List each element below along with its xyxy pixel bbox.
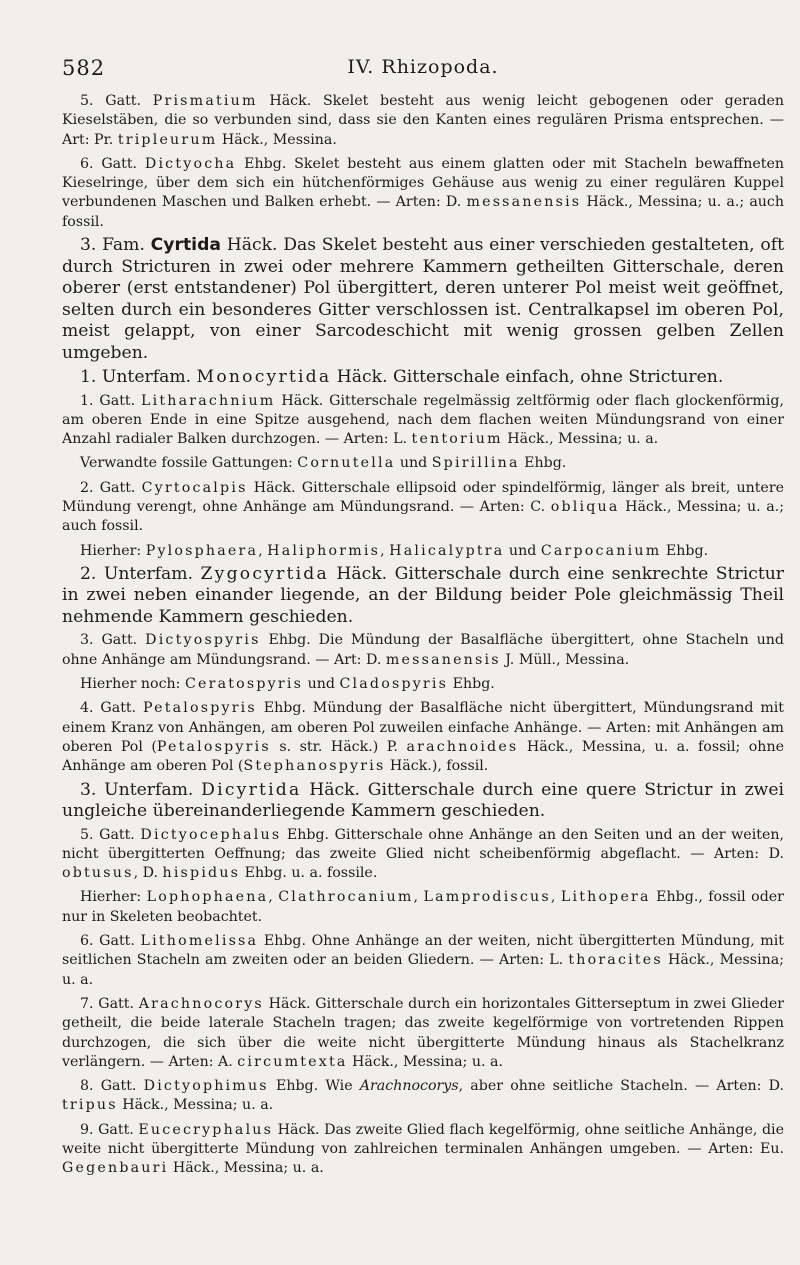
text-run: Ehbg., fossil oder nur in Skeleten beobachtet. [62, 889, 784, 925]
taxon-name: Ceratospyris [184, 676, 304, 693]
text-run: , aber ohne seitliche Stacheln. — Arten: D. [458, 1078, 784, 1095]
text-run: Ehbg. [661, 542, 709, 559]
paragraph [62, 631, 784, 670]
taxon-name: messanensis [466, 194, 582, 211]
text-run: und [303, 676, 340, 693]
text-run: Hierher: [80, 889, 147, 906]
taxon-name: Gegenbauri [62, 1160, 169, 1177]
paragraph [62, 675, 784, 694]
text-run: Hierher noch: [80, 676, 185, 693]
text-run: und [504, 542, 541, 559]
paragraph [62, 888, 784, 927]
paragraph [62, 699, 784, 776]
body-text [62, 92, 784, 1179]
taxon-name: Lamprodiscus [423, 889, 551, 906]
text-run: Ehbg. Die Mündung der Basalfläche übergittert, ohne Stacheln und ohne Anhänge am Mündungsrand. — Art: D. [62, 632, 784, 668]
text-run: Häck., Messina; u. a.; auch fossil. [62, 499, 784, 535]
text-run: Häck. Gitterschale regelmässig zeltförmig oder flach glockenförmig, am oberen Ende in eine Spitze ausgehend, nach dem flachen weiten Mündungsrand von einer Anzahl radialer Balken durchzogen. — Arten: L. [62, 392, 784, 448]
text-run: Häck., Messina; u. a. [347, 1053, 503, 1070]
text-run: Ehbg. Gitterschale ohne Anhänge an den Seiten und an der weiten, nicht übergitterten Oeffnung; das zweite Glied nicht scheibenförmig abgeflacht. — Arten: D. [62, 826, 784, 862]
text-run: Häck. Gitterschale ellipsoid oder spindelförmig, länger als breit, untere Mündung verengt, ohne Anhänge am Mündungsrand. — Arten: C. [62, 479, 785, 516]
paragraph [62, 1121, 784, 1179]
text-run: Häck.), fossil. [385, 758, 489, 775]
text-run: Häck., Messina; u. a. [168, 1160, 324, 1177]
text-run: Häck. Gitterschale durch eine senkrechte Strictur in zwei neben einander liegende, an der Bildung beider Pole gleichmässig Theil nehmende Kammern geschieden. [62, 563, 785, 627]
taxon-name: Cladospyris [339, 676, 449, 693]
taxon-name: Dictyophimus [143, 1078, 269, 1095]
text-run: 9. Gatt. [80, 1121, 139, 1138]
taxon-name: Clathrocanium [278, 889, 414, 906]
text-run: Ehbg. [448, 676, 495, 693]
text-run: 3. Unterfam. [80, 779, 202, 800]
text-run: , [550, 889, 561, 906]
text-run: und [395, 455, 432, 472]
taxon-name: Spirillina [431, 455, 520, 472]
text-run: Verwandte fossile Gattungen: [80, 455, 298, 472]
taxon-name: tripleurum [117, 131, 218, 148]
taxon-name: tentorium [411, 431, 503, 448]
taxon-name: Halicalyptra [389, 542, 505, 559]
paragraph [62, 367, 784, 389]
book-page [62, 56, 784, 1179]
paragraph [62, 479, 784, 537]
taxon-name: Dictyospyris [145, 632, 261, 649]
paragraph [62, 995, 784, 1072]
text-run: Häck., Messina. [217, 131, 337, 148]
text-run: Hierher: [80, 542, 146, 559]
paragraph [62, 392, 784, 450]
text-run: 7. Gatt. [80, 995, 139, 1012]
text-run: Häck., Messina, u. a. fossil; ohne Anhänge am oberen Pol ( [62, 738, 784, 775]
taxon-name: Stephanospyris [243, 758, 386, 775]
text-run: Häck., Messina; u. a. [62, 952, 784, 988]
taxon-name: tripus [62, 1097, 118, 1114]
taxon-name: Litharachnium [141, 392, 276, 409]
paragraph [62, 564, 784, 629]
text-run: Ehbg. u. a. fossile. [240, 865, 378, 882]
text-run: 5. Gatt. [80, 93, 153, 109]
text-run: , [268, 889, 279, 906]
text-run: Häck. Skelet besteht aus wenig leicht gebogenen oder geraden Kieselstäben, die so verbunden sind, dass sie den Kanten eines regulären Prisma entsprechen. — Art: Pr. [62, 93, 784, 148]
taxon-name: obtusus [62, 865, 134, 882]
text-run: 6. Gatt. [80, 933, 141, 950]
taxon-name: Prismatium [152, 93, 258, 109]
text-run: 4. Gatt. [80, 700, 143, 717]
taxon-name: thoracites [568, 952, 663, 969]
text-run: Häck., Messina; u. a. [117, 1097, 274, 1114]
text-run: J. Müll., Messina. [500, 651, 630, 668]
text-run: s. str. Häck.) P. [270, 738, 407, 755]
text-run: 3. Gatt. [80, 632, 146, 649]
text-run: Häck. Gitterschale einfach, ohne Stricturen. [331, 367, 724, 388]
text-run: , [380, 542, 390, 559]
taxon-name: Carpocanium [540, 542, 662, 559]
text-run: Ehbg. Skelet besteht aus einem glatten oder mit Stacheln bewaffneten Kieselringe, über dem sich ein hütchenförmiges Gehäuse aus wenig zu einer regulären Kuppel verbundenen Maschen und Balken erhebt. — Arten: D. [62, 155, 784, 211]
family-name: Cyrtida [150, 235, 221, 256]
taxon-name: Cornutella [297, 455, 396, 472]
taxon-name: Petalospyris [156, 738, 271, 755]
taxon-name: Arachnocorys [138, 995, 264, 1012]
taxon-name: Dictyocephalus [140, 826, 282, 843]
text-run: Ehbg. Mündung der Basalfläche nicht übergittert, Mündungsrand mit einem Kranz von Anhängen, am oberen Pol zuweilen einfache Anhänge. — Arten: mit Anhängen am oberen Pol ( [62, 700, 785, 755]
taxon-name: Haliphormis [267, 542, 381, 559]
taxon-name: Eucecryphalus [138, 1121, 274, 1138]
text-run: 8. Gatt. [80, 1078, 144, 1095]
text-run: Ehbg. Ohne Anhänge an der weiten, nicht übergitterten Mündung, mit seitlichen Stacheln am zweiten oder an beiden Gliedern. — Arten: L. [62, 933, 785, 969]
taxon-name: Zygocyrtida [200, 563, 329, 584]
text-run: , [413, 889, 424, 906]
text-run: Häck., Messina; u. a. [502, 431, 659, 448]
taxon-name: Monocyrtida [196, 367, 332, 388]
paragraph [62, 542, 784, 561]
text-run: Ehbg. [519, 455, 567, 472]
text-run: 2. Unterfam. [80, 563, 201, 584]
paragraph [62, 826, 784, 884]
page-number: 582 [62, 56, 106, 80]
taxon-name: Cyrtocalpis [141, 479, 248, 496]
taxon-name: obliqua [550, 499, 620, 516]
text-run: , [258, 542, 268, 559]
taxon-name: Lithopera [560, 889, 651, 906]
taxon-name: Lophophaena [146, 889, 269, 906]
taxon-name: Pylosphaera [145, 542, 259, 559]
taxon-name: hispidus [162, 865, 241, 882]
paragraph [62, 932, 784, 990]
text-run: Häck. Gitterschale durch eine quere Strictur in zwei ungleiche übereinanderliegende Kammern geschieden. [62, 779, 785, 822]
text-run: 6. Gatt. [80, 155, 145, 172]
running-title: IV. Rhizopoda. [347, 56, 499, 78]
italic-name: Arachnocorys [359, 1078, 459, 1095]
taxon-name: messanensis [385, 651, 501, 668]
text-run: Häck. Das zweite Glied flach kegelförmig, ohne seitliche Anhänge, die weite nicht übergitterte Mündung von zahlreichen terminalen Anhängen umgeben. — Arten: Eu. [62, 1121, 784, 1157]
paragraph [62, 1077, 784, 1116]
taxon-name: circumtexta [237, 1053, 348, 1070]
paragraph [62, 454, 784, 473]
paragraph [62, 155, 784, 232]
paragraph [62, 780, 784, 823]
text-run: 3. Fam. [80, 235, 151, 256]
taxon-name: Dicyrtida [201, 779, 302, 800]
text-run: 5. Gatt. [80, 826, 141, 843]
text-run: 1. Unterfam. [80, 367, 197, 388]
text-run: Häck. Das Skelet besteht aus einer verschieden gestalteten, oft durch Stricturen in zwei oder mehrere Kammern getheilten Gitterschale, deren oberer (erst entstandener) Pol übergittert, deren unterer Pol meist weit geöffnet, selten durch ein besonderes Gitter verschlossen ist. Centralkapsel im oberen Pol, meist gelappt, von einer Sarcodeschicht mit wenig grossen gelben Zellen umgeben. [62, 235, 785, 363]
taxon-name: Petalospyris [142, 700, 257, 717]
taxon-name: arachnoides [406, 738, 519, 755]
taxon-name: Lithomelissa [140, 933, 259, 950]
text-run: Ehbg. Wie [268, 1078, 360, 1095]
paragraph [62, 235, 784, 364]
paragraph [62, 92, 784, 150]
text-run: Häck. Gitterschale durch ein horizontales Gitterseptum in zwei Glieder getheilt, die beide laterale Stacheln tragen; das zweite kegelförmige von vortretenden Rippen durchzogen, die sich über die weite nicht übergitterte Mündung hinaus als Stachelkranz verlängern. — Arten: A. [62, 995, 785, 1070]
text-run: 2. Gatt. [80, 479, 142, 496]
text-run: , D. [133, 865, 163, 882]
page-header [62, 56, 784, 92]
taxon-name: Dictyocha [144, 155, 237, 172]
text-run: 1. Gatt. [80, 392, 142, 409]
text-run: Häck., Messina; u. a.; auch fossil. [62, 194, 784, 230]
